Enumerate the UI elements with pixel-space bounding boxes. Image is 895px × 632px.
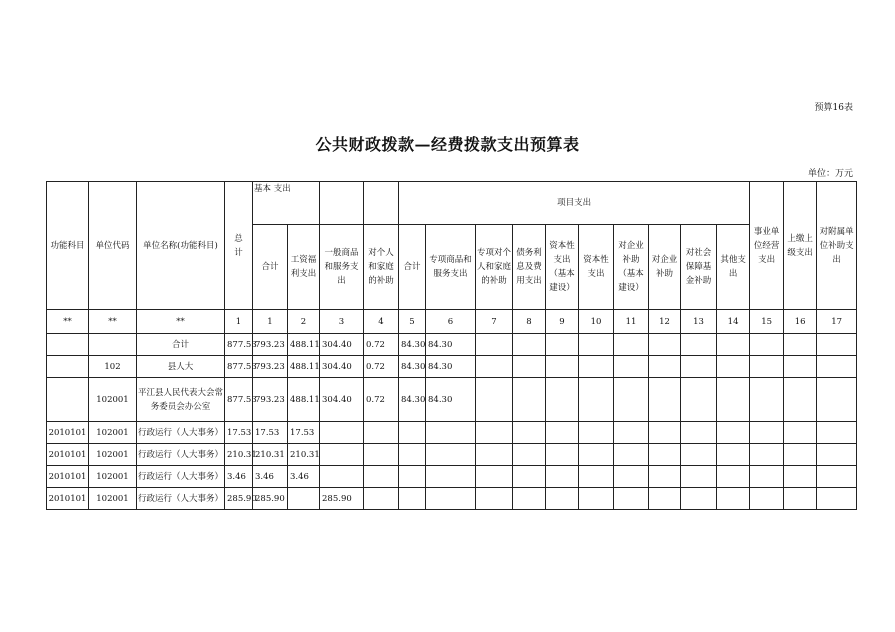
table-cell: 2010101 <box>47 488 89 510</box>
table-cell <box>750 378 784 422</box>
table-cell <box>649 334 681 356</box>
table-cell: 行政运行（人大事务） <box>137 444 225 466</box>
header-func-code: 功能科目 <box>47 182 89 310</box>
table-cell <box>784 422 817 444</box>
table-cell: 17.53 <box>253 422 288 444</box>
table-cell: 行政运行（人大事务） <box>137 422 225 444</box>
table-cell: 102001 <box>89 488 137 510</box>
table-cell <box>546 444 579 466</box>
table-row <box>47 422 857 444</box>
index-cell: 10 <box>579 310 614 334</box>
table-cell: 3.46 <box>288 466 320 488</box>
index-cell: 4 <box>364 310 399 334</box>
header-debt-interest: 债务利息及费用支出 <box>513 225 546 310</box>
table-cell <box>579 488 614 510</box>
header-affiliated: 对附属单位补助支出 <box>817 182 857 310</box>
table-cell <box>47 334 89 356</box>
table-cell <box>614 466 649 488</box>
page-title: 公共财政拨款—经费拨款支出预算表 <box>315 135 580 154</box>
table-cell <box>513 488 546 510</box>
table-cell <box>513 466 546 488</box>
table-cell <box>399 488 426 510</box>
header-basic-sum: 合计 <box>253 225 288 310</box>
header-salary: 工资福利支出 <box>288 225 320 310</box>
header-unit-code: 单位代码 <box>89 182 137 310</box>
header-business-unit: 事业单位经营支出 <box>750 182 784 310</box>
table-cell: 2010101 <box>47 422 89 444</box>
index-cell: ** <box>89 310 137 334</box>
header-general-goods: 一般商品和服务支出 <box>320 225 364 310</box>
table-cell <box>750 488 784 510</box>
table-cell <box>681 334 717 356</box>
table-cell <box>649 356 681 378</box>
table-cell: 0.72 <box>364 356 399 378</box>
table-cell: 县人大 <box>137 356 225 378</box>
table-cell <box>364 422 399 444</box>
table-cell: 84.30 <box>399 334 426 356</box>
table-cell <box>320 444 364 466</box>
table-cell: 84.30 <box>426 334 476 356</box>
table-cell <box>717 444 750 466</box>
table-cell <box>681 356 717 378</box>
table-cell <box>476 422 513 444</box>
table-cell <box>426 466 476 488</box>
header-basic-group: 基本 支出 <box>253 182 320 225</box>
table-cell: 17.53 <box>288 422 320 444</box>
table-cell <box>817 488 857 510</box>
header-blank-a <box>320 182 364 225</box>
table-cell <box>579 466 614 488</box>
table-cell: 3.46 <box>253 466 288 488</box>
table-cell: 793.23 <box>253 356 288 378</box>
table-cell: 2010101 <box>47 466 89 488</box>
table-cell <box>784 488 817 510</box>
table-cell: 平江县人民代表大会常务委员会办公室 <box>137 378 225 422</box>
index-cell: 6 <box>426 310 476 334</box>
table-cell <box>649 422 681 444</box>
table-cell: 102001 <box>89 466 137 488</box>
index-cell: 8 <box>513 310 546 334</box>
index-cell: 14 <box>717 310 750 334</box>
table-cell: 877.53 <box>225 356 253 378</box>
unit-label: 单位：万元 <box>807 169 853 179</box>
table-cell: 102 <box>89 356 137 378</box>
table-cell <box>750 334 784 356</box>
table-cell <box>513 334 546 356</box>
table-cell <box>426 422 476 444</box>
table-cell <box>513 378 546 422</box>
table-cell <box>817 334 857 356</box>
table-cell <box>426 488 476 510</box>
table-cell <box>614 378 649 422</box>
table-cell <box>546 356 579 378</box>
table-cell: 488.11 <box>288 356 320 378</box>
table-cell <box>784 334 817 356</box>
index-row <box>47 310 857 334</box>
table-cell <box>784 444 817 466</box>
table-cell <box>750 466 784 488</box>
table-cell <box>476 378 513 422</box>
table-cell <box>89 334 137 356</box>
table-cell <box>649 378 681 422</box>
index-cell: 16 <box>784 310 817 334</box>
index-cell: 7 <box>476 310 513 334</box>
table-cell: 84.30 <box>399 378 426 422</box>
table-cell <box>750 422 784 444</box>
header-enterprise: 对企业补助 <box>649 225 681 310</box>
header-blank-b <box>364 182 399 225</box>
header-personal-subsidy: 对个人和家庭的补助 <box>364 225 399 310</box>
table-cell: 304.40 <box>320 334 364 356</box>
header-project-group: 项目支出 <box>399 182 750 225</box>
table-cell <box>426 444 476 466</box>
table-cell <box>717 334 750 356</box>
table-cell: 行政运行（人大事务） <box>137 488 225 510</box>
table-cell: 0.72 <box>364 378 399 422</box>
table-cell: 285.90 <box>320 488 364 510</box>
table-cell <box>579 422 614 444</box>
table-cell <box>817 444 857 466</box>
table-cell <box>717 488 750 510</box>
budget-table <box>46 181 857 510</box>
table-cell <box>364 488 399 510</box>
table-cell <box>399 466 426 488</box>
budget-number: 预算16表 <box>814 103 853 113</box>
table-cell: 行政运行（人大事务） <box>137 466 225 488</box>
table-cell <box>476 466 513 488</box>
table-cell: 877.53 <box>225 334 253 356</box>
table-cell <box>47 356 89 378</box>
table-row <box>47 488 857 510</box>
header-capital-basic: 资本性支出（基本建设） <box>546 225 579 310</box>
table-cell: 17.53 <box>225 422 253 444</box>
table-cell <box>614 356 649 378</box>
table-cell: 488.11 <box>288 334 320 356</box>
table-cell <box>649 444 681 466</box>
index-cell: ** <box>137 310 225 334</box>
table-cell <box>399 422 426 444</box>
table-cell <box>288 488 320 510</box>
index-cell: 12 <box>649 310 681 334</box>
table-cell <box>614 422 649 444</box>
table-row <box>47 378 857 422</box>
table-cell <box>817 422 857 444</box>
table-cell <box>546 378 579 422</box>
index-cell: 1 <box>225 310 253 334</box>
table-cell <box>579 356 614 378</box>
header-enterprise-basic: 对企业补助（基本建设） <box>614 225 649 310</box>
table-cell <box>817 466 857 488</box>
table-cell <box>513 356 546 378</box>
header-special-goods: 专项商品和服务支出 <box>426 225 476 310</box>
table-cell: 793.23 <box>253 334 288 356</box>
table-cell <box>681 466 717 488</box>
index-cell: 11 <box>614 310 649 334</box>
table-cell <box>579 334 614 356</box>
table-cell <box>513 444 546 466</box>
table-cell <box>681 488 717 510</box>
table-cell: 102001 <box>89 444 137 466</box>
table-cell: 84.30 <box>399 356 426 378</box>
table-cell <box>614 488 649 510</box>
table-cell: 210.31 <box>253 444 288 466</box>
table-cell <box>513 422 546 444</box>
table-cell: 304.40 <box>320 356 364 378</box>
table-cell <box>546 334 579 356</box>
table-cell: 210.31 <box>225 444 253 466</box>
table-cell <box>47 378 89 422</box>
table-cell: 285.90 <box>253 488 288 510</box>
header-project-sum: 合计 <box>399 225 426 310</box>
table-row <box>47 334 857 356</box>
table-cell <box>614 444 649 466</box>
index-cell: 3 <box>320 310 364 334</box>
table-cell <box>681 422 717 444</box>
table-cell <box>784 356 817 378</box>
header-unit-name: 单位名称(功能科目) <box>137 182 225 310</box>
index-cell: 1 <box>253 310 288 334</box>
table-cell <box>681 444 717 466</box>
table-cell: 102001 <box>89 422 137 444</box>
table-cell <box>399 444 426 466</box>
table-cell <box>681 378 717 422</box>
table-cell: 102001 <box>89 378 137 422</box>
table-cell <box>649 488 681 510</box>
table-cell <box>476 356 513 378</box>
table-cell <box>579 378 614 422</box>
index-cell: 5 <box>399 310 426 334</box>
table-cell: 2010101 <box>47 444 89 466</box>
header-turn-over: 上缴上级支出 <box>784 182 817 310</box>
header-other: 其他支出 <box>717 225 750 310</box>
table-cell: 84.30 <box>426 378 476 422</box>
table-cell <box>614 334 649 356</box>
table-cell <box>546 488 579 510</box>
index-cell: ** <box>47 310 89 334</box>
table-cell <box>476 444 513 466</box>
table-cell <box>546 466 579 488</box>
table-cell: 488.11 <box>288 378 320 422</box>
index-cell: 2 <box>288 310 320 334</box>
table-cell: 285.90 <box>225 488 253 510</box>
table-cell <box>320 422 364 444</box>
table-cell <box>476 334 513 356</box>
table-cell <box>817 378 857 422</box>
index-cell: 15 <box>750 310 784 334</box>
table-cell <box>546 422 579 444</box>
table-cell <box>649 466 681 488</box>
table-cell <box>750 444 784 466</box>
table-cell <box>364 444 399 466</box>
table-cell: 84.30 <box>426 356 476 378</box>
table-cell <box>817 356 857 378</box>
table-cell <box>320 466 364 488</box>
table-cell: 210.31 <box>288 444 320 466</box>
table-cell <box>579 444 614 466</box>
table-cell <box>750 356 784 378</box>
table-cell: 合计 <box>137 334 225 356</box>
table-cell <box>717 422 750 444</box>
table-cell <box>364 466 399 488</box>
header-capital: 资本性支出 <box>579 225 614 310</box>
table-row <box>47 444 857 466</box>
table-row <box>47 356 857 378</box>
index-cell: 13 <box>681 310 717 334</box>
table-cell <box>784 466 817 488</box>
index-cell: 17 <box>817 310 857 334</box>
table-cell: 0.72 <box>364 334 399 356</box>
header-special-personal: 专项对个人和家庭的补助 <box>476 225 513 310</box>
table-cell: 793.23 <box>253 378 288 422</box>
table-cell <box>476 488 513 510</box>
table-cell: 877.53 <box>225 378 253 422</box>
header-social-security: 对社会保障基金补助 <box>681 225 717 310</box>
table-cell <box>784 378 817 422</box>
index-cell: 9 <box>546 310 579 334</box>
table-cell <box>717 466 750 488</box>
table-cell <box>717 378 750 422</box>
table-cell: 304.40 <box>320 378 364 422</box>
table-cell <box>717 356 750 378</box>
header-total: 总 计 <box>225 182 253 310</box>
table-cell: 3.46 <box>225 466 253 488</box>
table-row <box>47 466 857 488</box>
